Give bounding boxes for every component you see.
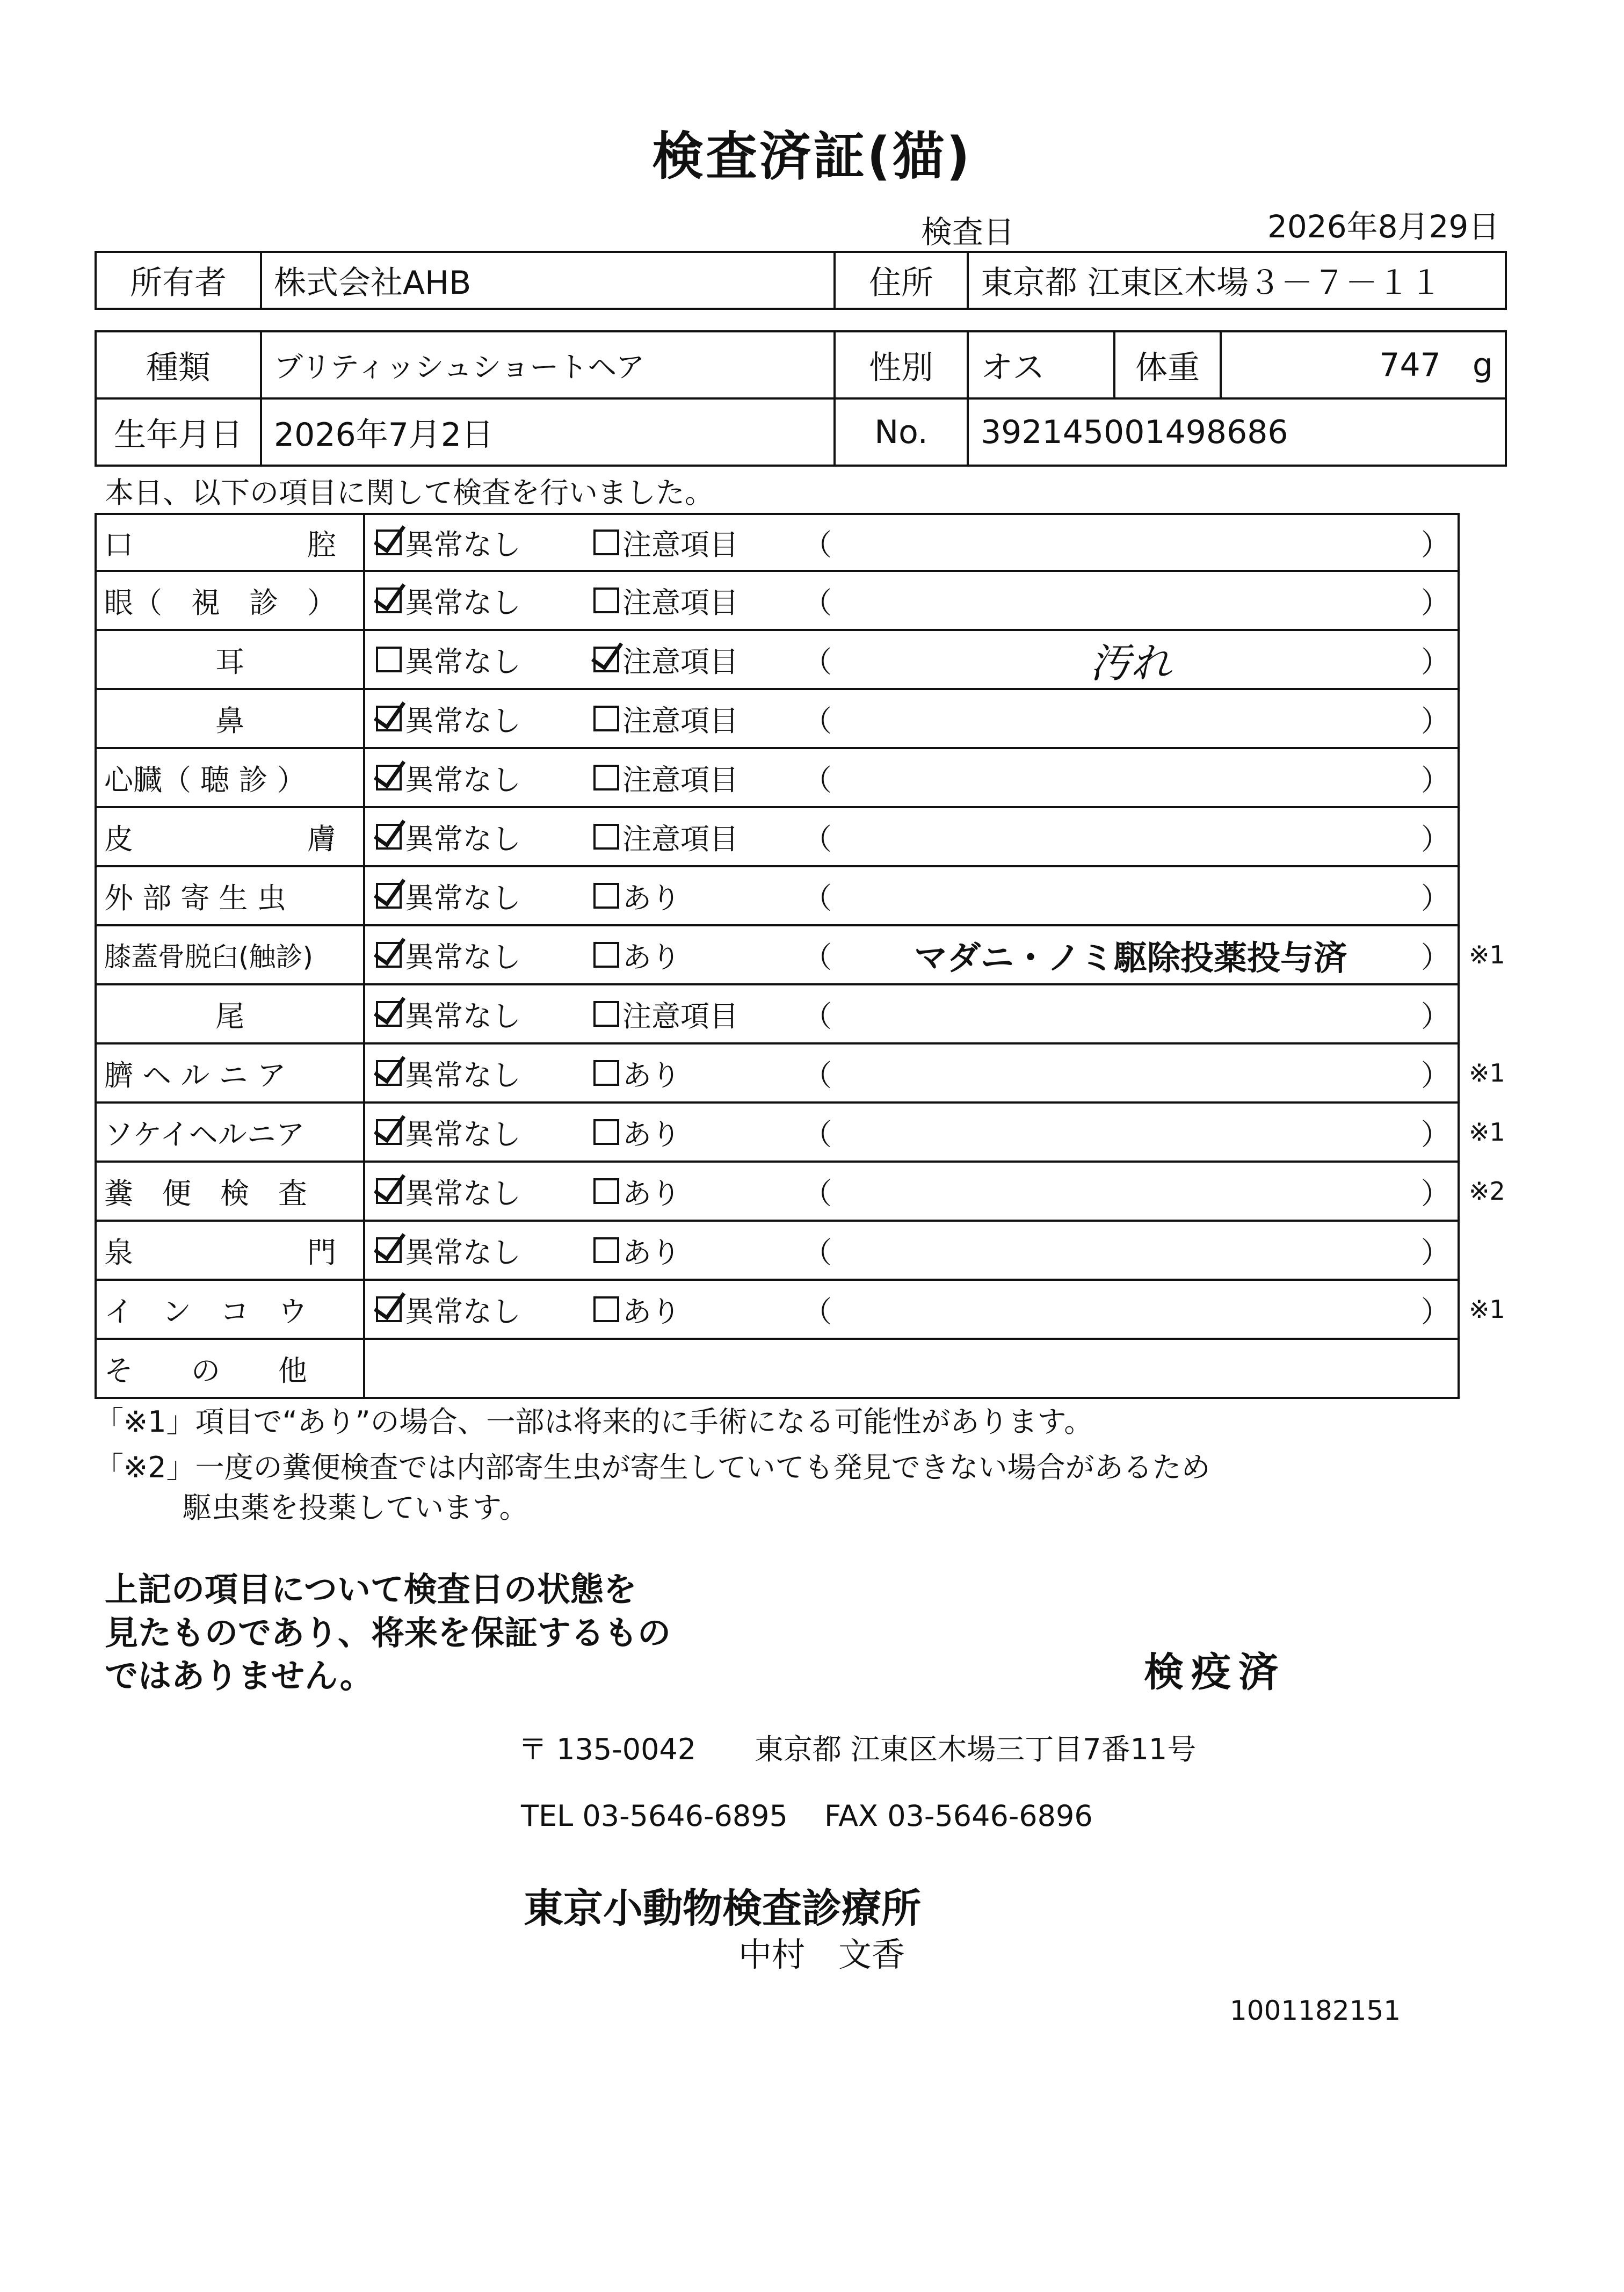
checkbox-checked-icon[interactable] <box>376 1060 402 1086</box>
normal-option[interactable]: 異常なし <box>376 572 521 629</box>
footnote-mark: ※1 <box>1469 1118 1505 1147</box>
other-label: そ の 他 <box>97 1340 365 1397</box>
checkbox-checked-icon[interactable] <box>376 942 402 968</box>
sex-value: オス <box>968 331 1114 398</box>
checkbox-icon[interactable] <box>593 706 619 731</box>
checkbox-checked-icon[interactable] <box>376 1296 402 1322</box>
footnote-2: 「※2」一度の糞便検査では内部寄生虫が寄生していても発見できない場合があるため <box>95 1450 1210 1484</box>
check-label: 膝蓋骨脱臼(触診) <box>97 926 365 983</box>
check-note <box>849 1222 1412 1279</box>
footnote-mark: ※1 <box>1469 1295 1505 1324</box>
check-label: 外 部 寄 生 虫 <box>97 867 365 924</box>
check-note <box>849 1045 1412 1101</box>
birth-label: 生年月日 <box>96 398 261 466</box>
check-label: 尾 <box>97 985 365 1042</box>
checkbox-icon[interactable] <box>593 942 619 968</box>
check-row: 鼻 異常なし 注意項目 （ ） <box>95 690 1460 749</box>
check-row: 膝蓋骨脱臼(触診) 異常なし あり （ マダニ・ノミ駆除投薬投与済 ） ※1 <box>95 926 1460 985</box>
check-note: 汚れ <box>1090 639 1171 687</box>
check-note <box>849 867 1412 924</box>
check-row: 臍 ヘ ル ニ ア 異常なし あり （ ） ※1 <box>95 1045 1460 1104</box>
alt-option[interactable]: 注意項目 <box>593 985 738 1042</box>
check-row: 泉 門 異常なし あり （ ） <box>95 1222 1460 1281</box>
address-value: 東京都 江東区木場３－７－１１ <box>968 252 1506 309</box>
weight-cell <box>1221 331 1506 398</box>
fax-number: FAX 03-5646-6896 <box>824 1799 1093 1833</box>
weight-unit: g <box>1472 346 1493 384</box>
footnote-2-cont: 駆虫薬を投薬しています。 <box>183 1491 528 1525</box>
check-label: 眼（ 視 診 ） <box>97 572 365 629</box>
check-note <box>849 749 1412 806</box>
check-label: 耳 <box>97 631 365 688</box>
checkbox-icon[interactable] <box>593 1001 619 1027</box>
no-value: 392145001498686 <box>968 398 1506 466</box>
normal-option[interactable]: 異常なし <box>376 690 521 747</box>
check-label: ソケイヘルニア <box>97 1104 365 1160</box>
check-label: 臍 ヘ ル ニ ア <box>97 1045 365 1101</box>
checkbox-checked-icon[interactable] <box>376 1178 402 1204</box>
postal-code: 〒 135-0042 <box>518 1732 697 1766</box>
clinic-address: 東京都 江東区木場三丁目7番11号 <box>755 1732 1197 1766</box>
check-label: 口 腔 <box>97 515 365 570</box>
pet-table <box>95 330 1507 467</box>
footnote-mark: ※1 <box>1469 1058 1505 1087</box>
check-row: イ ン コ ウ 異常なし あり （ ） ※1 <box>95 1281 1460 1340</box>
alt-option[interactable]: あり <box>593 1104 680 1160</box>
tel-number: TEL 03-5646-6895 <box>521 1799 788 1833</box>
owner-value: 株式会社AHB <box>261 252 835 309</box>
owner-label: 所有者 <box>96 252 261 309</box>
alt-option[interactable]: 注意項目 <box>593 631 738 688</box>
alt-option[interactable]: 注意項目 <box>593 572 738 629</box>
normal-option[interactable]: 異常なし <box>376 631 521 688</box>
checkbox-checked-icon[interactable] <box>376 883 402 909</box>
weight-label: 体重 <box>1114 331 1221 398</box>
checkbox-icon[interactable] <box>593 883 619 909</box>
checkbox-icon[interactable] <box>593 824 619 850</box>
normal-option[interactable]: 異常なし <box>376 515 521 570</box>
quarantine-stamp: 検疫済 <box>1144 1649 1286 1695</box>
checkbox-icon[interactable] <box>593 1119 619 1145</box>
checkbox-icon[interactable] <box>593 1237 619 1263</box>
checkbox-icon[interactable] <box>593 530 619 555</box>
normal-option[interactable]: 異常なし <box>376 1045 521 1101</box>
footnote-mark: ※2 <box>1469 1177 1505 1206</box>
normal-option[interactable]: 異常なし <box>376 926 521 983</box>
checkbox-icon[interactable] <box>593 587 619 613</box>
checkbox-checked-icon[interactable] <box>376 587 402 613</box>
check-row: 糞 便 検 査 異常なし あり （ ） ※2 <box>95 1163 1460 1222</box>
alt-option[interactable]: あり <box>593 1222 680 1279</box>
check-row: 尾 異常なし 注意項目 （ ） <box>95 985 1460 1045</box>
check-row: 眼（ 視 診 ） 異常なし 注意項目 （ ） <box>95 572 1460 631</box>
checkbox-icon[interactable] <box>593 1178 619 1204</box>
alt-option[interactable]: あり <box>593 1281 680 1338</box>
checkbox-checked-icon[interactable] <box>376 1119 402 1145</box>
check-row: 皮 膚 異常なし 注意項目 （ ） <box>95 808 1460 867</box>
owner-table <box>95 251 1507 310</box>
exam-date-value: 2026年8月29日 <box>1267 208 1500 245</box>
check-note <box>849 515 1412 570</box>
alt-option[interactable]: あり <box>593 1045 680 1101</box>
alt-option[interactable]: あり <box>593 867 680 924</box>
checkbox-checked-icon[interactable] <box>376 765 402 790</box>
exam-date-label: 検査日 <box>921 214 1015 250</box>
checkbox-checked-icon[interactable] <box>376 824 402 850</box>
check-label: 皮 膚 <box>97 808 365 865</box>
intro-text: 本日、以下の項目に関して検査を行いました。 <box>105 476 714 510</box>
check-label: イ ン コ ウ <box>97 1281 365 1338</box>
checkbox-icon[interactable] <box>593 765 619 790</box>
normal-option[interactable]: 異常なし <box>376 749 521 806</box>
birth-value: 2026年7月2日 <box>261 398 835 466</box>
alt-option[interactable]: 注意項目 <box>593 515 738 570</box>
checkbox-checked-icon[interactable] <box>376 1001 402 1027</box>
checkbox-checked-icon[interactable] <box>376 1237 402 1263</box>
checkbox-icon[interactable] <box>376 647 402 672</box>
check-note <box>849 1163 1412 1220</box>
check-label: 糞 便 検 査 <box>97 1163 365 1220</box>
check-note <box>849 1104 1412 1160</box>
check-row: ソケイヘルニア 異常なし あり （ ） ※1 <box>95 1104 1460 1163</box>
check-note <box>849 690 1412 747</box>
sex-label: 性別 <box>835 331 968 398</box>
checkbox-icon[interactable] <box>593 1296 619 1322</box>
footnote-mark: ※1 <box>1469 940 1505 969</box>
checkbox-checked-icon[interactable] <box>593 647 619 672</box>
check-note <box>849 808 1412 865</box>
alt-option[interactable]: あり <box>593 1163 680 1220</box>
check-label: 心臓（ 聴 診 ） <box>97 749 365 806</box>
disclaimer: 上記の項目について検査日の状態を 見たものであり、将来を保証するもの ではありません。 <box>105 1570 671 1696</box>
alt-option[interactable]: 注意項目 <box>593 690 738 747</box>
checkbox-checked-icon[interactable] <box>376 706 402 731</box>
document-number: 1001182151 <box>1230 1995 1401 2026</box>
alt-option[interactable]: 注意項目 <box>593 749 738 806</box>
footnote-1: 「※1」項目で“あり”の場合、一部は将来的に手術になる可能性があります。 <box>95 1405 1093 1439</box>
check-row: 耳 異常なし 注意項目 （ 汚れ ） <box>95 631 1460 690</box>
normal-option[interactable]: 異常なし <box>376 1163 521 1220</box>
check-row: 口 腔 異常なし 注意項目 （ ） <box>95 513 1460 572</box>
check-row: 外 部 寄 生 虫 異常なし あり （ ） <box>95 867 1460 926</box>
other-row <box>95 1340 1460 1399</box>
breed-value: ブリティッシュショートヘア <box>261 331 835 398</box>
no-label: No. <box>835 398 968 466</box>
normal-option[interactable]: 異常なし <box>376 985 521 1042</box>
normal-option[interactable]: 異常なし <box>376 1222 521 1279</box>
document-title: 検査済証(猫) <box>652 126 972 186</box>
check-note: マダニ・ノミ駆除投薬投与済 <box>914 938 1347 977</box>
clinic-name: 東京小動物検査診療所 <box>524 1885 921 1932</box>
check-note <box>849 985 1412 1042</box>
alt-option[interactable]: あり <box>593 926 680 983</box>
check-note <box>849 1281 1412 1338</box>
check-note <box>849 572 1412 629</box>
address-label: 住所 <box>835 252 968 309</box>
checkbox-checked-icon[interactable] <box>376 530 402 555</box>
doctor-name: 中村 文香 <box>738 1935 905 1974</box>
normal-option[interactable]: 異常なし <box>376 808 521 865</box>
normal-option[interactable]: 異常なし <box>376 1281 521 1338</box>
check-row: 心臓（ 聴 診 ） 異常なし 注意項目 （ ） <box>95 749 1460 808</box>
check-label: 泉 門 <box>97 1222 365 1279</box>
check-grid <box>95 513 1505 1399</box>
checkbox-icon[interactable] <box>593 1060 619 1086</box>
alt-option[interactable]: 注意項目 <box>593 808 738 865</box>
weight-value: 747 <box>1379 346 1441 384</box>
breed-label: 種類 <box>96 331 261 398</box>
check-label: 鼻 <box>97 690 365 747</box>
normal-option[interactable]: 異常なし <box>376 867 521 924</box>
normal-option[interactable]: 異常なし <box>376 1104 521 1160</box>
